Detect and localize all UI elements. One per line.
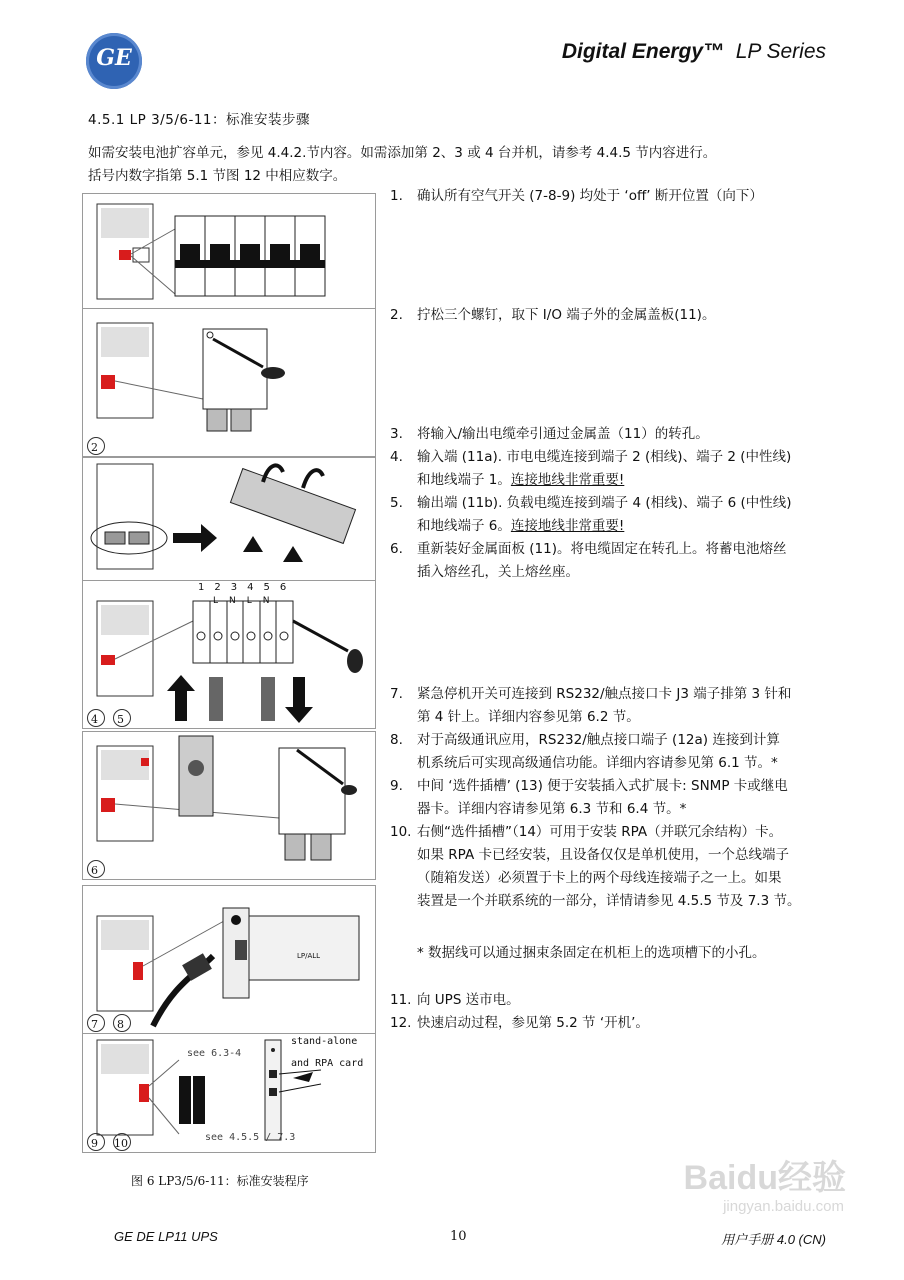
figure-number: 9 <box>91 1137 98 1150</box>
step-text <box>417 775 830 821</box>
figure-number: 4 <box>91 713 98 726</box>
step-number: 5. <box>390 495 403 511</box>
step-number: 8. <box>390 732 403 748</box>
figure-step-2 <box>82 308 376 457</box>
watermark-url: jingyan.baidu.com <box>723 1198 844 1215</box>
step-number: 12. <box>390 1015 412 1031</box>
standalone-label: stand-alone <box>291 1036 358 1047</box>
figure-step-6 <box>82 731 376 880</box>
figure-step-4-5 <box>82 580 376 729</box>
step-emphasis: 连接地线非常重要! <box>510 472 625 488</box>
terminal-number: 2 <box>214 582 231 593</box>
brand-bold: Digital Energy™ <box>561 40 725 63</box>
terminal-number: 1 <box>198 582 215 593</box>
intro-line-2: 括号内数字指第 5.1 节图 12 中相应数字。 <box>88 168 347 184</box>
step-text-line: 右侧“选件插槽”（14）可用于安装 RPA（并联冗余结构）卡。 <box>417 824 783 840</box>
rpa-card-label: and RPA card <box>291 1058 364 1069</box>
step-text-line: 和地线端子 1。 <box>417 472 511 488</box>
terminal-letter: L <box>246 596 263 606</box>
step-number: 2. <box>390 307 403 323</box>
step-number: 11. <box>390 992 412 1008</box>
figure-number: 2 <box>91 441 98 454</box>
section-title: 4.5.1 LP 3/5/6-11：标准安装步骤 <box>88 112 311 128</box>
terminal-number: 6 <box>279 582 297 593</box>
step-text: 向 UPS 送市电。 <box>417 992 520 1008</box>
figure-step-9-10 <box>82 1033 376 1153</box>
figure-step-7-8 <box>82 885 376 1034</box>
rs232-card-illustration <box>83 886 375 1033</box>
step-text <box>417 683 830 729</box>
footer-right: 用户手册 4.0 (CN) <box>721 1232 826 1247</box>
step-number: 4. <box>390 449 403 465</box>
brand-series: LP Series <box>735 40 826 63</box>
figure-number: 10 <box>114 1137 128 1150</box>
step-number: 7. <box>390 686 403 702</box>
step-text-line: （随箱发送）必须置于卡上的两个母线连接端子之一上。如果 <box>417 870 782 886</box>
logo-monogram: GE <box>96 45 132 71</box>
step-text-line: 如果 RPA 卡已经安装，且设备仅仅是单机使用，一个总线端子 <box>417 847 789 863</box>
step-number: 1. <box>390 188 403 204</box>
step-text-line: 中间 ‘选件插槽’ (13) 便于安装插入式扩展卡: SNMP 卡或继电 <box>417 778 788 794</box>
see-4-5-5-label: see 4.5.5 / 7.3 <box>205 1132 296 1143</box>
step-text-line: 装置是一个并联系统的一部分，详情请参见 4.5.5 节及 7.3 节。 <box>417 893 801 909</box>
step-text-line: 输出端 (11b). 负载电缆连接到端子 4 (相线)、端子 6 (中性线) <box>417 495 792 511</box>
step-text <box>417 538 830 584</box>
step-text-line: 输入端 (11a). 市电电缆连接到端子 2 (相线)、端子 2 (中性线) <box>417 449 792 465</box>
terminal-letter: N <box>262 596 281 606</box>
watermark-brand: Baidu经验 <box>683 1159 846 1197</box>
step-text <box>417 446 830 492</box>
step-text: 将输入/输出电缆牵引通过金属盖（11）的转孔。 <box>417 426 709 442</box>
footnote-text: * 数据线可以通过捆束条固定在机柜上的选项槽下的小孔。 <box>417 945 766 961</box>
step-number: 10. <box>390 824 412 840</box>
terminal-numbers <box>198 582 296 593</box>
step-text-line: 插入熔丝孔，关上熔丝座。 <box>417 564 579 580</box>
step-text <box>417 821 830 913</box>
terminal-number: 4 <box>247 582 264 593</box>
footer-left: GE DE LP11 UPS <box>114 1229 218 1244</box>
step-text <box>417 492 830 538</box>
figure-number: 8 <box>117 1018 124 1031</box>
ge-logo <box>86 33 142 89</box>
cable-routing-illustration <box>83 458 375 578</box>
step-text-line: 机系统后可实现高级通信功能。详细内容请参见第 6.1 节。* <box>417 755 778 771</box>
terminal-letters <box>213 596 281 606</box>
see-6-3-label: see 6.3-4 <box>187 1048 242 1059</box>
step-number: 6. <box>390 541 403 557</box>
terminal-number: 3 <box>230 582 248 593</box>
cover-screwdriver-illustration <box>83 309 375 456</box>
step-text-line: 第 4 针上。详细内容参见第 6.2 节。 <box>417 709 640 725</box>
intro-line-1: 如需安装电池扩容单元，参见 4.4.2.节内容。如需添加第 2、3 或 4 台并机，请参考 4.4.5 节内容进行。 <box>88 145 717 161</box>
step-number: 3. <box>390 426 403 442</box>
terminal-letter: L <box>213 596 230 606</box>
card-label: LP/ALL <box>297 952 321 960</box>
terminal-letter: N <box>229 596 247 606</box>
step-text: 快速启动过程，参见第 5.2 节 ‘开机’。 <box>417 1015 649 1031</box>
step-text-line: 对于高级通讯应用，RS232/触点接口端子 (12a) 连接到计算 <box>417 732 780 748</box>
page-number: 10 <box>450 1229 467 1244</box>
step-number: 9. <box>390 778 403 794</box>
step-text-line: 紧急停机开关可连接到 RS232/触点接口卡 J3 端子排第 3 针和 <box>417 686 792 702</box>
step-text: 拧松三个螺钉，取下 I/O 端子外的金属盖板(11)。 <box>417 307 716 323</box>
figure-number: 6 <box>91 864 98 877</box>
figure-caption: 图 6 LP3/5/6-11：标准安装程序 <box>131 1174 309 1188</box>
refit-cover-illustration <box>83 732 375 879</box>
step-text-line: 器卡。详细内容请参见第 6.3 节和 6.4 节。* <box>417 801 687 817</box>
figure-number: 7 <box>91 1018 98 1031</box>
step-text-line: 重新装好金属面板 (11)。将电缆固定在转孔上。将蓄电池熔丝 <box>417 541 787 557</box>
brand-title <box>562 40 826 64</box>
step-text: 确认所有空气开关 (7-8-9) 均处于 ‘off’ 断开位置（向下） <box>417 188 763 204</box>
step-text-line: 和地线端子 6。 <box>417 518 511 534</box>
terminal-number: 5 <box>263 582 280 593</box>
figure-number: 5 <box>117 713 124 726</box>
step-text <box>417 729 830 775</box>
step-emphasis: 连接地线非常重要! <box>510 518 625 534</box>
